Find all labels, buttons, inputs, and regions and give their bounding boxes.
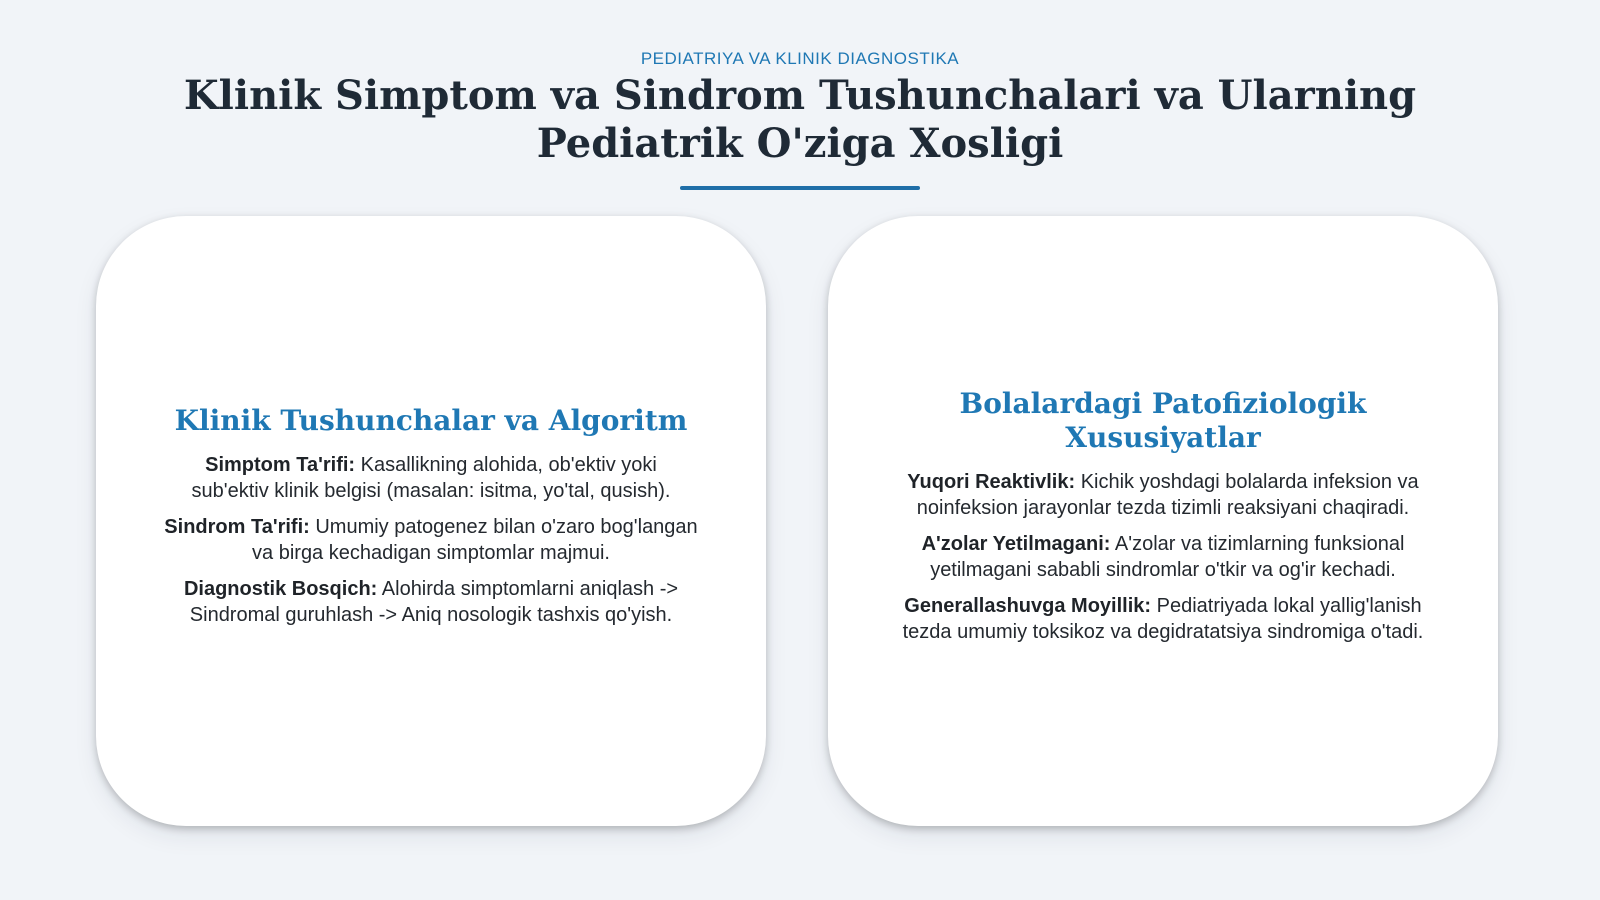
point-label: Diagnostik Bosqich: — [183, 578, 378, 600]
point-label: Generallashuvga Moyillik: — [904, 595, 1152, 617]
point-text: Kichik yoshdagi bolalarda infeksion va noinfeksion jarayonlar tezda tizimli reaksiyani chaqiradi. — [916, 471, 1419, 519]
section-eyebrow: PEDIATRIYA VA KLINIK DIAGNOSTIKA — [640, 49, 960, 68]
card-title: Bolalardagi Patofiziologik Xususiyatlar — [959, 387, 1367, 454]
point-generalization — [896, 593, 1430, 645]
point-label: Sindrom Ta'rifi: — [164, 516, 310, 538]
title-underline — [680, 186, 920, 190]
point-text: Alohirda simptomlarni aniqlash -> Sindromal guruhlash -> Aniq nosologik tashxis qo'yish. — [189, 578, 679, 626]
slide-header — [0, 48, 1600, 190]
point-label: Yuqori Reaktivlik: — [907, 471, 1076, 493]
card-clinical-concepts — [96, 216, 766, 826]
card-pathophysiology — [828, 216, 1498, 826]
point-label: Simptom Ta'rifi: — [205, 454, 356, 476]
slide-title: Klinik Simptom va Sindrom Tushunchalari va Ularning Pediatrik O'ziga Xosligi — [183, 72, 1417, 167]
point-text: A'zolar va tizimlarning funksional yetilmagani sababli sindromlar o'tkir va og'ir kechadi. — [930, 533, 1405, 581]
point-high-reactivity — [896, 469, 1430, 521]
point-organ-immaturity — [896, 531, 1430, 583]
point-label: A'zolar Yetilmagani: — [921, 533, 1111, 555]
point-symptom-definition — [164, 452, 698, 504]
point-diagnostic-stage — [164, 576, 698, 628]
point-text: Umumiy patogenez bilan o'zaro bog'langan va birga kechadigan simptomlar majmui. — [252, 516, 698, 564]
point-syndrome-definition — [164, 514, 698, 566]
card-title: Klinik Tushunchalar va Algoritm — [174, 404, 688, 437]
point-text: Kasallikning alohida, ob'ektiv yoki sub'ektiv klinik belgisi (masalan: isitma, yo'tal, qusish). — [191, 454, 671, 502]
point-text: Pediatriyada lokal yallig'lanish tezda umumiy toksikoz va degidratatsiya sindromiga o'tadi. — [902, 595, 1424, 643]
